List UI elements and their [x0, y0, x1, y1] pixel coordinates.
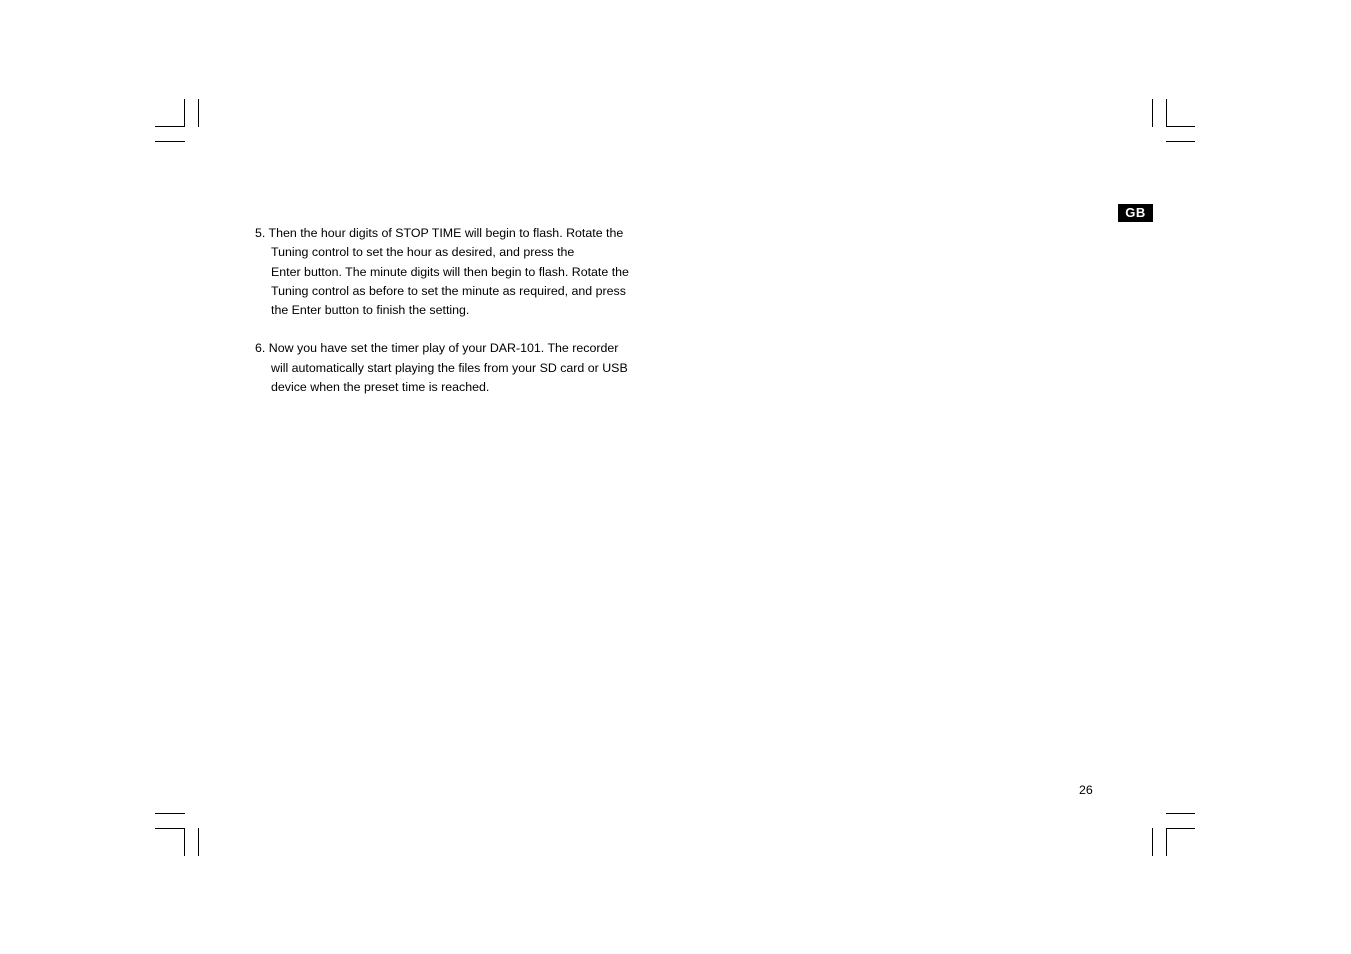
page-number: 26: [1079, 783, 1093, 797]
crop-mark: [1166, 828, 1167, 856]
language-badge: GB: [1118, 204, 1153, 222]
text-line: Enter button. The minute digits will then begin to flash. Rotate the: [271, 264, 629, 279]
crop-mark: [1152, 99, 1153, 127]
text-line: 5. Then the hour digits of STOP TIME will begin to flash. Rotate the: [255, 226, 624, 240]
crop-mark: [1166, 813, 1195, 814]
text-line: device when the preset time is reached.: [271, 380, 490, 395]
text-line: the Enter button to finish the setting.: [271, 303, 470, 318]
text-line: Tuning control as before to set the minute as required, and press: [271, 283, 626, 298]
crop-mark: [1166, 141, 1195, 142]
crop-mark: [1166, 99, 1167, 127]
crop-mark: [1166, 126, 1195, 127]
crop-mark: [155, 828, 185, 829]
instruction-text: [255, 224, 675, 397]
crop-mark: [1152, 828, 1153, 856]
crop-mark: [198, 99, 199, 127]
crop-mark: [155, 141, 185, 142]
crop-mark: [155, 813, 185, 814]
crop-mark: [184, 828, 185, 856]
crop-mark: [198, 828, 199, 856]
crop-mark: [1166, 828, 1195, 829]
text-line: will automatically start playing the files from your SD card or USB: [271, 360, 628, 375]
text-line: Tuning control to set the hour as desired, and press the: [271, 245, 575, 260]
crop-mark: [155, 126, 185, 127]
text-line: 6. Now you have set the timer play of your DAR-101. The recorder: [255, 341, 619, 356]
instruction-step-6: [255, 339, 675, 397]
instruction-step-5: [255, 224, 675, 320]
crop-mark: [184, 99, 185, 127]
